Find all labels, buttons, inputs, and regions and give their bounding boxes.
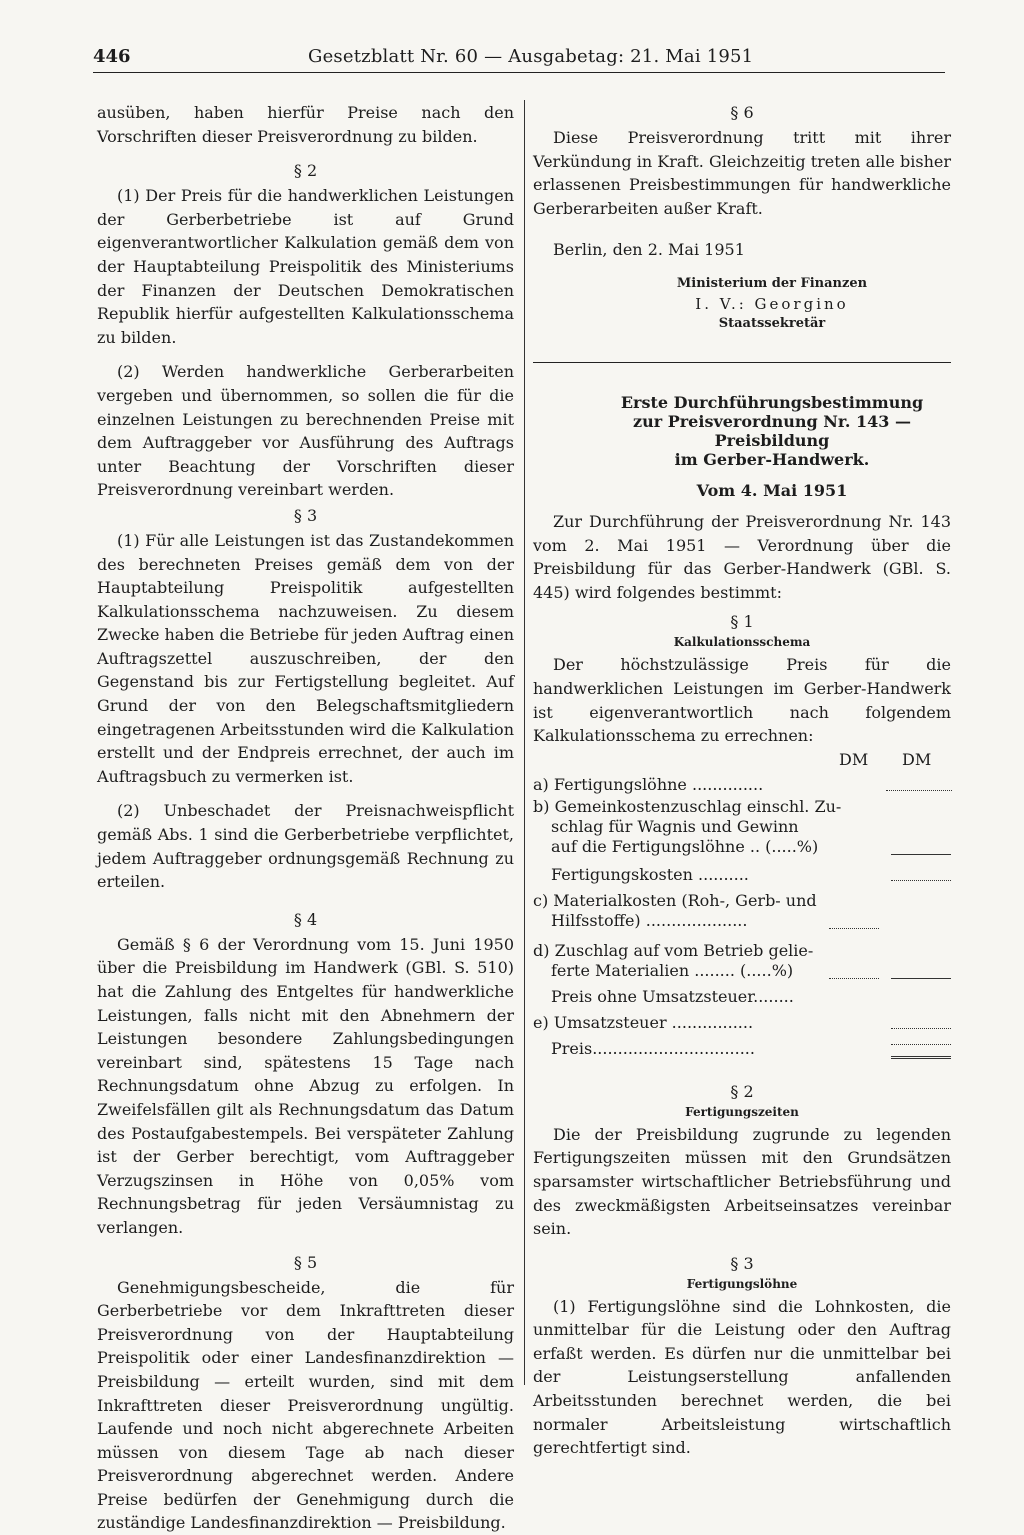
amount-line-d-1: [829, 978, 879, 979]
amount-double-rule: [891, 1056, 951, 1059]
decree-title-line-2: zur Preisverordnung Nr. 143 — Preisbildung: [633, 411, 911, 450]
amount-line-d-2: [891, 978, 951, 979]
section-2-heading: § 2: [293, 161, 318, 181]
calc-row-e: e) Umsatzsteuer ................: [533, 1012, 754, 1032]
decree-section-1-subheading: Kalkulationsschema: [673, 635, 811, 650]
amount-line-fk: [891, 880, 951, 881]
amount-line-preis: [891, 1044, 951, 1045]
page-number: 446: [93, 46, 131, 67]
calc-row-preis-ohne-ust: Preis ohne Umsatzsteuer........: [551, 986, 794, 1006]
signature-block: [533, 274, 951, 334]
decree-section-3-heading: § 3: [730, 1253, 754, 1273]
decree-section-2-paragraph: Die der Preisbildung zugrunde zu legenden Fertigungszeiten müssen mit den Grundsätzen sparsamster wirtschaftlicher Betriebsführung und des zweckmäßigsten Arbeitseinsatzes vereinbar sein.: [533, 1124, 951, 1239]
section-3-heading: § 3: [293, 505, 318, 525]
section-separator-rule: [533, 362, 951, 363]
signature-ministry: Ministerium der Finanzen: [676, 275, 868, 291]
section-2-paragraph-1: (1) Der Preis für die handwerklichen Leistungen der Gerberbetriebe ist auf Grund eigenverantwortlicher Kalkulation gemäß dem von der Hauptabteilung Preispolitik des Ministeriums der Finanzen der Deutschen Demokratischen Republik hierfür aufgestellten Kalkulationsschema zu bilden.: [97, 186, 514, 347]
decree-section-1-heading: § 1: [730, 612, 754, 632]
section-5-heading: § 5: [293, 1252, 318, 1272]
section-4-paragraph: Gemäß § 6 der Verordnung vom 15. Juni 1950 über die Preisbildung im Handwerk (GBl. S. 510) hat die Zahlung des Entgeltes für handwerkliche Leistungen, falls nicht mit den Abnehmern der Leistungen besondere Zahlungsbedingungen vereinbart sind, spätestens 15 Tage nach Rechnungsdatum ohne Abzug zu erfolgen. In Zweifelsfällen gilt als Rechnungsdatum das Datum des Postaufgabestempels. Bei verspäteter Zahlung ist der Gerber berechtigt, vom Auftraggeber Verzugszinsen in Höhe von 0,05% vom Rechnungsbetrag für jeden Versäumnistag zu verlangen.: [97, 934, 514, 1237]
section-5-paragraph: Genehmigungsbescheide, die für Gerberbetriebe vor dem Inkrafttreten dieser Preisverordnung von der Hauptabteilung Preispolitik oder einer Landesfinanzdirektion — Preisbildung — erteilt wurden, sind mit dem Inkrafttreten dieser Preisverordnung ungültig. Laufende und noch nicht abgerechnete Arbeiten müssen von diesem Tage ab nach dieser Preisverordnung abgerechnet werden. Andere Preise bedürfen der Genehmigung durch die zuständige Landesfinanzdirektion — Preisbildung.: [97, 1277, 514, 1533]
calc-row-d-line-1: d) Zuschlag auf vom Betrieb gelie-: [533, 940, 814, 960]
signature-role: Staatssekretär: [718, 315, 826, 331]
calc-row-c-line-1: c) Materialkosten (Roh-, Gerb- und: [533, 890, 817, 910]
section-6-paragraph: Diese Preisverordnung tritt mit ihrer Verkündung in Kraft. Gleichzeitig treten alle bisher erlassenen Preisbestimmungen für handwerkliche Gerberarbeiten außer Kraft.: [533, 128, 951, 218]
calc-row-fertigungskosten: Fertigungskosten ..........: [551, 864, 749, 884]
calc-row-a: a) Fertigungslöhne ..............: [533, 774, 764, 794]
place-date: Berlin, den 2. Mai 1951: [553, 240, 745, 260]
section-6-heading: § 6: [730, 103, 754, 122]
decree-section-2-subheading: Fertigungszeiten: [685, 1104, 799, 1119]
calc-row-b-line-2: schlag für Wagnis und Gewinn: [551, 816, 799, 836]
decree-section-3-paragraph: (1) Fertigungslöhne sind die Lohnkosten, die unmittelbar für die Leistung oder den Auftrag erfaßt werden. Es dürfen nur die unmittelbar bei der Leistungserstellung anfallenden Arbeitsstunden berechnet werden, die bei normaler Arbeitsleistung wirtschaftlich gerechtfertigt sind.: [533, 1296, 951, 1458]
calc-row-c-line-2: Hilfsstoffe) ....................: [551, 910, 748, 930]
intro-paragraph: ausüben, haben hierfür Preise nach den Vorschriften dieser Preisverordnung zu bilden.: [97, 103, 514, 146]
dm-column-header-2: DM: [902, 749, 932, 769]
section-3-paragraph-1: (1) Für alle Leistungen ist das Zustandekommen des berechneten Preises gemäß dem von der Hauptabteilung Preispolitik aufgestellten Kalkulationsschema nachzuweisen. Zu diesem Zwecke haben die Betriebe für jeden Auftrag einen Auftragszettel auszuschreiben, der den Gegenstand bis zur Fertigstellung begleitet. Auf Grund der von den Belegschaftsmitgliedern eingetragenen Arbeitsstunden wird die Kalkulation erstellt und der Endpreis errechnet, der auch im Auftragsbuch zu vermerken ist.: [97, 530, 514, 786]
section-4-heading: § 4: [293, 909, 318, 929]
gazette-title: Gesetzblatt Nr. 60 — Ausgabetag: 21. Mai 1951: [308, 46, 754, 67]
decree-section-1-paragraph: Der höchstzulässige Preis für die handwerklichen Leistungen im Gerber-Handwerk ist eigenverantwortlich nach folgendem Kalkulationsschema zu errechnen:: [533, 655, 951, 746]
decree-section-2-heading: § 2: [730, 1081, 754, 1101]
section-3-paragraph-2: (2) Unbeschadet der Preisnachweispflicht gemäß Abs. 1 sind die Gerberbetriebe verpflichtet, jedem Auftraggeber ordnungsgemäß Rechnung zu erteilen.: [97, 801, 514, 892]
amount-line-a: [886, 790, 952, 791]
calc-row-preis: Preis................................: [551, 1038, 755, 1058]
amount-line-e: [891, 1028, 951, 1029]
right-column: [533, 101, 951, 1460]
calc-row-b-line-1: b) Gemeinkostenzuschlag einschl. Zu-: [533, 796, 842, 816]
decree-date: Vom 4. Mai 1951: [696, 480, 848, 500]
amount-line-b: [891, 854, 951, 855]
section-2-paragraph-2: (2) Werden handwerkliche Gerberarbeiten vergeben und übernommen, so sollen die für die einzelnen Leistungen zu berechnenden Preise mit dem Auftraggeber vor Ausführung des Auftrags unter Beachtung der Vorschriften dieser Preisverordnung vereinbart werden.: [97, 362, 514, 500]
calculation-scheme: [533, 750, 951, 1080]
column-divider: [524, 100, 525, 1385]
left-column: [97, 101, 514, 1535]
signature-name: I. V.: Georgino: [695, 294, 849, 313]
dm-column-header-1: DM: [839, 749, 869, 769]
decree-title-line-1: Erste Durchführungsbestimmung: [620, 392, 924, 412]
calc-row-b-line-3: auf die Fertigungslöhne .. (.....%): [551, 836, 819, 856]
amount-line-c: [829, 928, 879, 929]
decree-section-3-subheading: Fertigungslöhne: [686, 1276, 798, 1291]
decree-title-line-3: im Gerber-Handwerk.: [674, 449, 870, 469]
decree-intro: Zur Durchführung der Preisverordnung Nr. 143 vom 2. Mai 1951 — Verordnung über die Preisbildung für das Gerber-Handwerk (GBl. S. 445) wird folgendes bestimmt:: [533, 511, 951, 602]
calc-row-d-line-2: ferte Materialien ........ (.....%): [551, 960, 794, 980]
page-header: [93, 42, 945, 73]
